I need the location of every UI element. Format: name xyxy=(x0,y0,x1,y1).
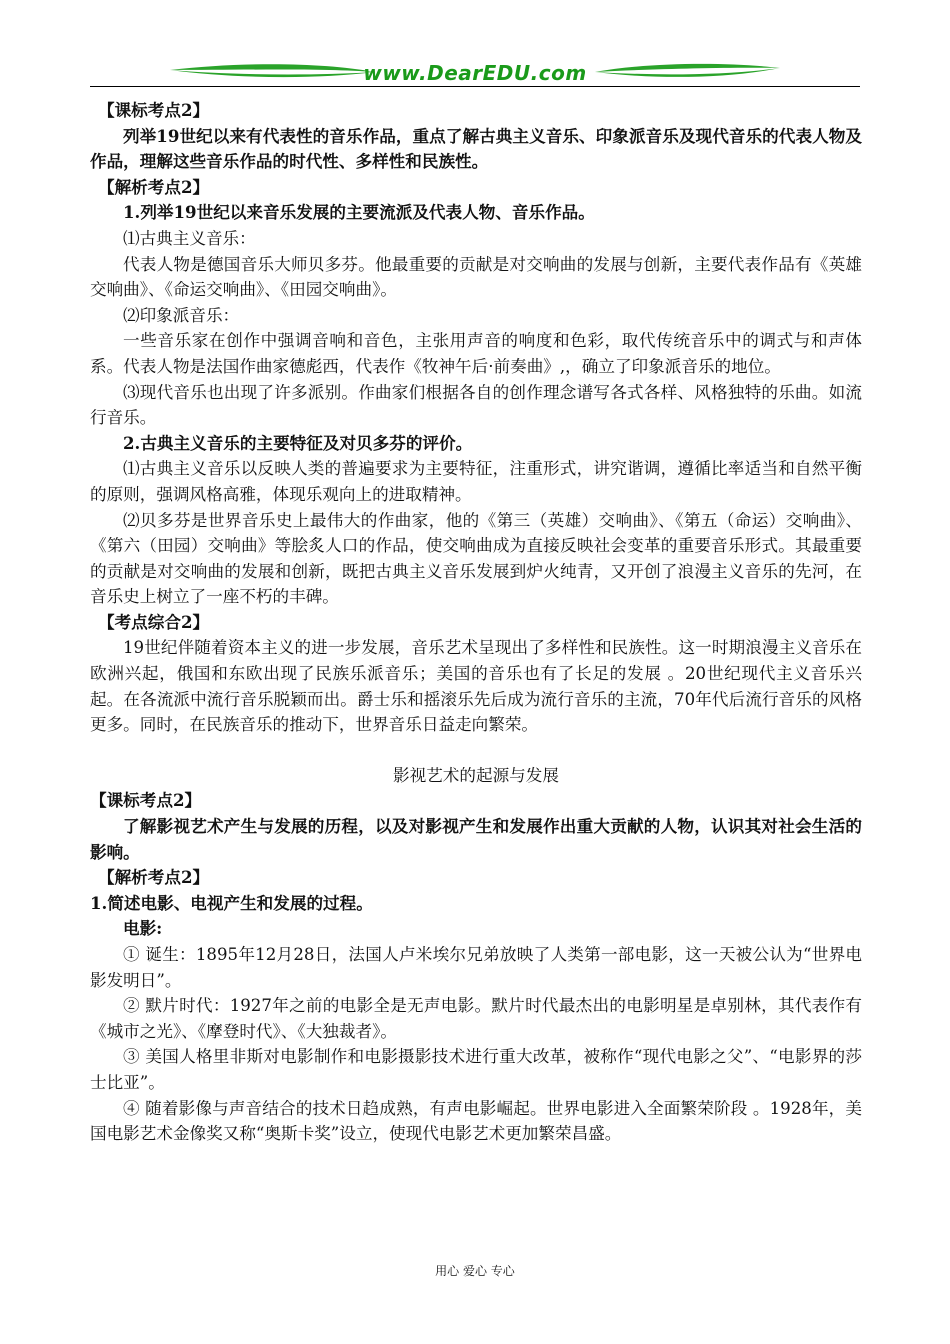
site-header xyxy=(90,58,860,90)
film-silent-era-text: ② 默片时代：1927年之前的电影全是无声电影。默片时代最杰出的电影明星是卓别林，其代表作有《城市之光》、《摩登时代》、《大独裁者》。 xyxy=(90,996,862,1041)
film-griffith-text: ③ 美国人格里非斯对电影制作和电影摄影技术进行重大改革，被称作“现代电影之父”、“电影界的莎士比亚”。 xyxy=(90,1047,862,1092)
music-heading-curriculum: 【课标考点2】 xyxy=(98,100,210,120)
film-heading-curriculum: 【课标考点2】 xyxy=(90,790,202,811)
page-footer: 用心 爱心 专心 xyxy=(435,1264,515,1278)
music-synthesis-text: 19世纪伴随着资本主义的进一步发展，音乐艺术呈现出了多样性和民族性。这一时期浪漫主义音乐在欧洲兴起，俄国和东欧出现了民族乐派音乐；美国的音乐也有了长足的发展 。20世纪现代主义音乐兴起。在各流派中流行音乐脱颖而出。爵士乐和摇滚乐先后成为流行音乐的主流，70年代后流行音乐的风格更多。同时，在民族音乐的推动下，世界音乐日益走向繁荣。 xyxy=(90,638,862,735)
music-point-2-heading: 2.古典主义音乐的主要特征及对贝多芬的评价。 xyxy=(123,432,473,453)
film-sound-era-text: ④ 随着影像与声音结合的技术日趋成熟，有声电影崛起。世界电影进入全面繁荣阶段 。1928年，美国电影艺术金像奖又称“奥斯卡奖”设立，使现代电影艺术更加繁荣昌盛。 xyxy=(90,1098,862,1144)
music-impressionist-heading: ⑵印象派音乐： xyxy=(123,305,240,325)
music-classical-heading: ⑴古典主义音乐： xyxy=(123,228,256,248)
music-heading-analysis: 【解析考点2】 xyxy=(98,176,210,197)
music-modern-text: ⑶现代音乐也出现了许多派别。作曲家们根据各自的创作理念谱写各式各样、风格独特的乐曲。如流行音乐。 xyxy=(90,382,862,428)
film-point-1-heading: 1.简述电影、电视产生和发展的过程。 xyxy=(90,892,373,913)
film-heading-analysis: 【解析考点2】 xyxy=(98,867,210,888)
music-classical-features: ⑴古典主义音乐以反映人类的普遍要求为主要特征，注重形式，讲究谐调，遵循比率适当和自然平衡的原则，强调风格高雅，体现乐观向上的进取精神。 xyxy=(90,459,862,504)
film-curriculum-text: 了解影视艺术产生与发展的历程，以及对影视产生和发展作出重大贡献的人物，认识其对社会生活的影响。 xyxy=(90,816,862,862)
music-curriculum-text: 列举19世纪以来有代表性的音乐作品，重点了解古典主义音乐、印象派音乐及现代音乐的代表人物及作品，理解这些音乐作品的时代性、多样性和民族性。 xyxy=(90,125,862,172)
film-birth-text: ① 诞生：1895年12月28日，法国人卢米埃尔兄弟放映了人类第一部电影，这一天被公认为“世界电影发明日”。 xyxy=(90,945,862,990)
music-point-1-heading: 1.列举19世纪以来音乐发展的主要流派及代表人物、音乐作品。 xyxy=(123,202,595,223)
section-gap xyxy=(90,738,862,763)
music-beethoven-evaluation: ⑵贝多芬是世界音乐史上最伟大的作曲家，他的《第三（英雄）交响曲》、《第五（命运）交响曲》、《第六（田园）交响曲》等脍炙人口的作品，使交响曲成为直接反映社会变革的重要音乐形式。其最重要的贡献是对交响曲的发展和创新，既把古典主义音乐发展到炉火纯青，又开创了浪漫主义音乐的先河，在音乐史上树立了一座不朽的丰碑。 xyxy=(90,510,862,607)
film-section-title: 影视艺术的起源与发展 xyxy=(393,765,559,785)
header-rule xyxy=(90,86,860,87)
music-classical-text: 代表人物是德国音乐大师贝多芬。他最重要的贡献是对交响曲的发展与创新，主要代表作品有《英雄交响曲》、《命运交响曲》、《田园交响曲》。 xyxy=(90,254,862,300)
document-body xyxy=(90,98,862,1147)
music-heading-synthesis: 【考点综合2】 xyxy=(98,611,210,632)
music-impressionist-text: 一些音乐家在创作中强调音响和音色，主张用声音的响度和色彩，取代传统音乐中的调式与和声体系。代表人物是法国作曲家德彪西，代表作《牧神午后·前奏曲》,，确立了印象派音乐的地位。 xyxy=(90,331,862,376)
site-logo-text[interactable]: www.DearEDU.com xyxy=(363,61,587,85)
film-movie-label: 电影: xyxy=(123,918,163,939)
